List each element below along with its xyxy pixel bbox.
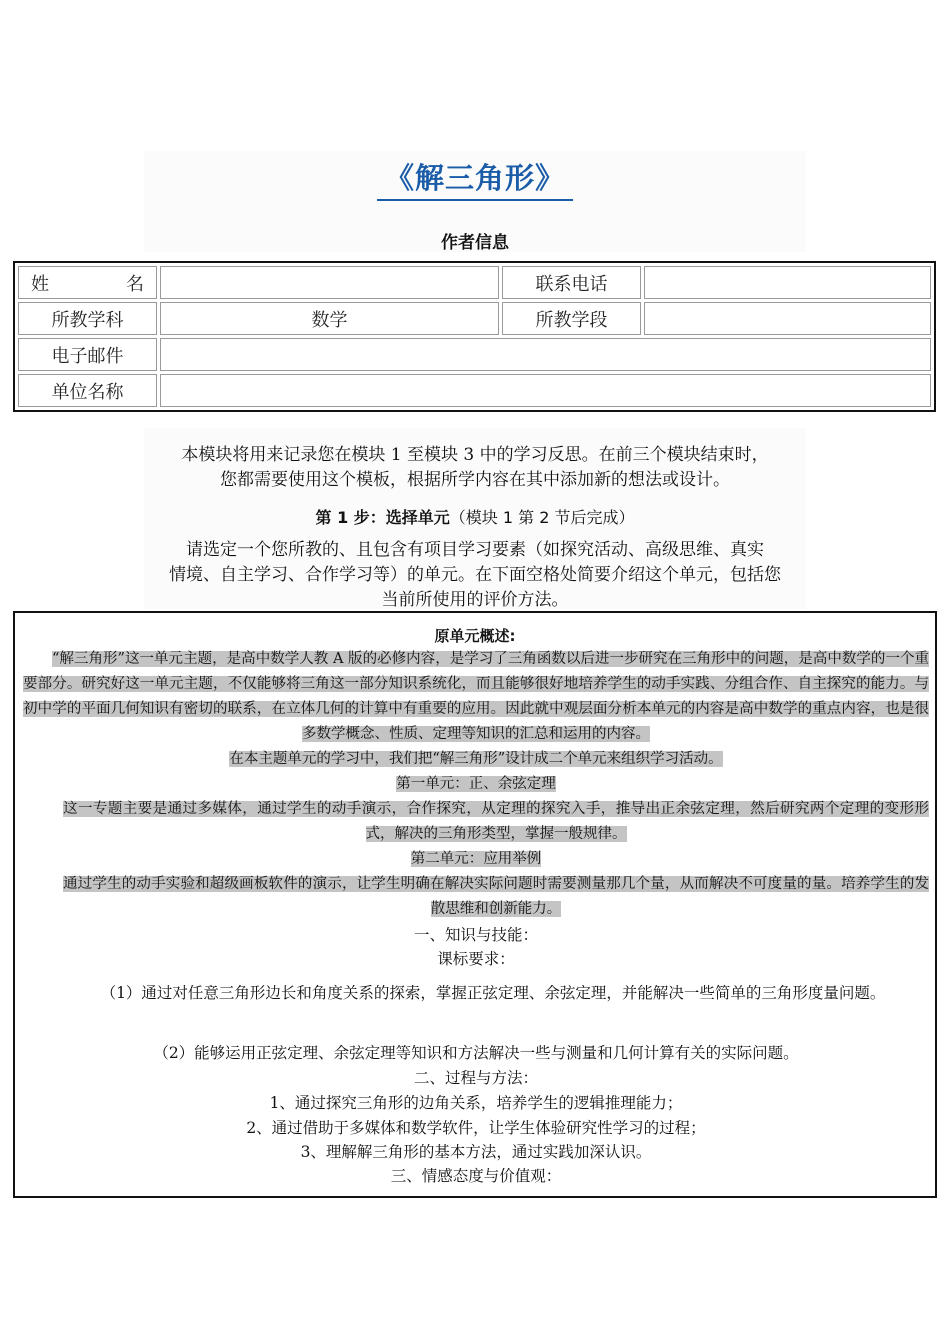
unit1-description bbox=[23, 797, 929, 847]
unit2-title-text: 第二单元：应用举例 bbox=[410, 851, 542, 867]
phone-label: 联系电话 bbox=[502, 266, 641, 299]
instruction-line-1: 请选定一个您所教的、且包含有项目学习要素（如探究活动、高级思维、真实 bbox=[186, 540, 764, 560]
method-2: 2、通过借助于多媒体和数学软件，让学生体验研究性学习的过程； bbox=[246, 1119, 706, 1137]
unit1-title-text: 第一单元：正、余弦定理 bbox=[396, 776, 556, 792]
step1-bold: 第 1 步：选择单元 bbox=[315, 508, 450, 527]
table-row bbox=[18, 266, 931, 299]
overview-heading: 原单元概述: bbox=[434, 627, 516, 645]
requirement-2: （2）能够运用正弦定理、余弦定理等知识和方法解决一些与测量和几何计算有关的实际问题。 bbox=[153, 1044, 799, 1062]
unit2-title bbox=[23, 847, 929, 872]
curriculum-requirements: 课标要求： bbox=[437, 950, 515, 968]
name-label: 姓 名 bbox=[18, 266, 157, 299]
section2-heading: 二、过程与方法： bbox=[413, 1069, 538, 1087]
overview-text: “解三角形”这一单元主题，是高中数学人教 A 版的必修内容，是学习了三角函数以后进一步研究在三角形中的问题，是高中数学的一个重要部分。研究好这一单元主题，不仅能够将三角这一部分知识系统化，而且能够很好地培养学生的动手实践、分组合作、自主探究的能力。与初中学的平面几何知识有密切的联系，在立体几何的计算中有重要的应用。因此就中观层面分析本单元的内容是高中数学的重点内容，也是很多数学概念、性质、定理等知识的汇总和运用的内容。 bbox=[23, 651, 929, 742]
step1-note: （模块 1 第 2 节后完成） bbox=[449, 508, 635, 527]
subject-field[interactable]: 数学 bbox=[160, 302, 499, 335]
unit1-title bbox=[23, 772, 929, 797]
section1-heading: 一、知识与技能： bbox=[413, 926, 538, 944]
table-row bbox=[18, 374, 931, 407]
step1-heading bbox=[144, 505, 806, 528]
author-info-heading: 作者信息 bbox=[441, 233, 509, 253]
unit2-description bbox=[23, 872, 929, 922]
design-text: 在本主题单元的学习中，我们把“解三角形”设计成二个单元来组织学习活动。 bbox=[229, 751, 723, 767]
org-field[interactable] bbox=[160, 374, 931, 407]
unit-overview-box[interactable] bbox=[13, 611, 937, 1198]
design-sentence bbox=[23, 747, 929, 772]
author-info-table bbox=[13, 261, 936, 412]
overview-paragraph bbox=[23, 647, 929, 747]
method-3: 3、理解解三角形的基本方法，通过实践加深认识。 bbox=[300, 1143, 652, 1161]
title-block bbox=[144, 156, 806, 201]
email-label: 电子邮件 bbox=[18, 338, 157, 371]
name-field[interactable] bbox=[160, 266, 499, 299]
table-row bbox=[18, 302, 931, 335]
requirement-1: （1）通过对任意三角形边长和角度关系的探索，掌握正弦定理、余弦定理，并能解决一些简单的三角形度量问题。 bbox=[100, 984, 886, 1002]
intro-line-1: 本模块将用来记录您在模块 1 至模块 3 中的学习反思。在前三个模块结束时， bbox=[181, 445, 769, 465]
section3-heading: 三、情感态度与价值观： bbox=[390, 1167, 562, 1185]
email-field[interactable] bbox=[160, 338, 931, 371]
method-1: 1、通过探究三角形的边角关系，培养学生的逻辑推理能力； bbox=[269, 1094, 683, 1112]
intro-line-2: 您都需要使用这个模板，根据所学内容在其中添加新的想法或设计。 bbox=[220, 470, 730, 490]
grade-label: 所教学段 bbox=[502, 302, 641, 335]
unit2-desc-text: 通过学生的动手实验和超级画板软件的演示，让学生明确在解决实际问题时需要测量那几个量，从而解决不可度量的量。培养学生的发散思维和创新能力。 bbox=[63, 876, 929, 917]
table-row bbox=[18, 338, 931, 371]
page-title: 《解三角形》 bbox=[377, 156, 573, 201]
grade-field[interactable] bbox=[644, 302, 931, 335]
phone-field[interactable] bbox=[644, 266, 931, 299]
org-label: 单位名称 bbox=[18, 374, 157, 407]
instruction-line-3: 当前所使用的评价方法。 bbox=[381, 590, 569, 610]
subject-label: 所教学科 bbox=[18, 302, 157, 335]
unit1-desc-text: 这一专题主要是通过多媒体，通过学生的动手演示，合作探究，从定理的探究入手，推导出正余弦定理，然后研究两个定理的变形形式，解决的三角形类型，掌握一般规律。 bbox=[63, 801, 929, 842]
instruction-line-2: 情境、自主学习、合作学习等）的单元。在下面空格处简要介绍这个单元，包括您 bbox=[169, 565, 781, 585]
